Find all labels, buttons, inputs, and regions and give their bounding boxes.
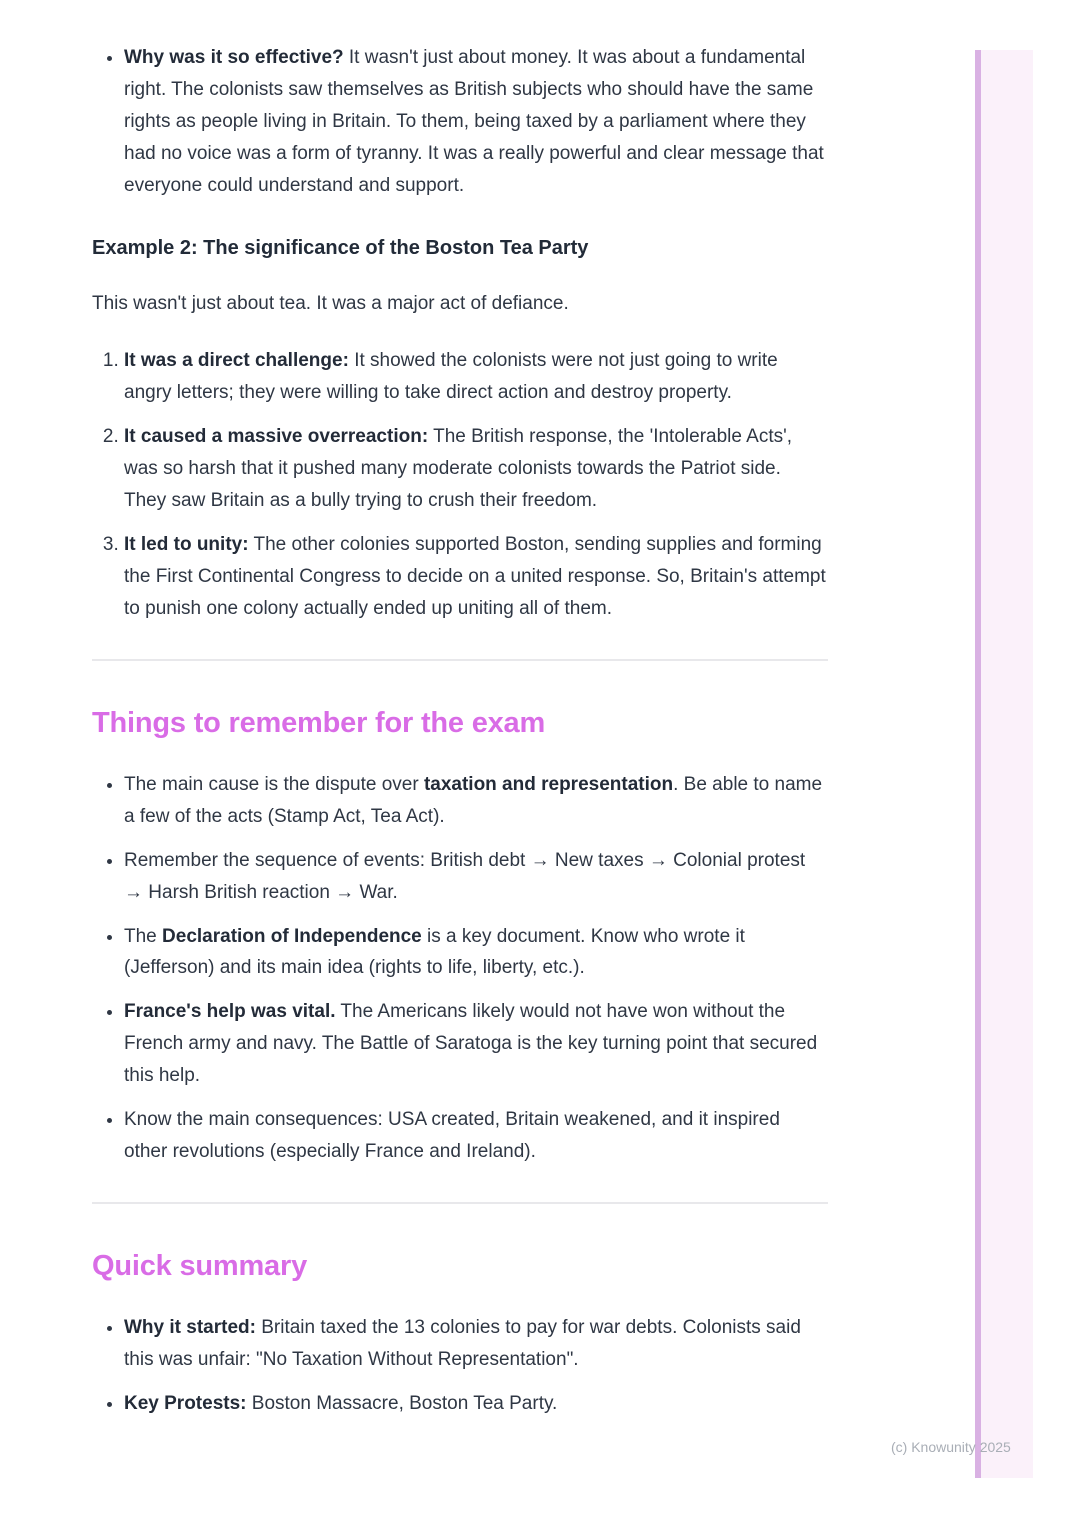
list-item-lead: It caused a massive overreaction: [124, 426, 429, 448]
list-item-lead: Why it started: [124, 1317, 256, 1339]
effectiveness-bullet-list [92, 42, 828, 202]
list-item [124, 1312, 828, 1376]
list-item-text: Britain taxed the 13 colonies to pay for war debts. Colonists said this was unfair: "No Taxation Without Representation". [124, 1317, 801, 1371]
list-item-text: . Be able to name a few of the acts (Stamp Act, Tea Act). [124, 773, 823, 827]
list-item-lead: It led to unity: [124, 533, 249, 555]
list-item-text: Remember the sequence of events: British debt → New taxes → Colonial protest → Harsh British reaction → War. [124, 849, 806, 903]
example2-heading: Example 2: The significance of the Boston Tea Party [92, 236, 589, 259]
list-item-text: It showed the colonists were not just going to write angry letters; they were willing to take direct action and destroy property. [124, 350, 778, 404]
list-item [124, 529, 828, 625]
list-item-text: Boston Massacre, Boston Tea Party. [246, 1392, 558, 1414]
list-item-text: The British response, the 'Intolerable Acts', was so harsh that it pushed many moderate colonists towards the Patriot side. They saw Britain as a bully trying to crush their freedom. [124, 426, 793, 512]
list-item [124, 1104, 828, 1168]
list-item-text: The other colonies supported Boston, sending supplies and forming the First Continental Congress to decide on a united response. So, Britain's attempt to punish one colony actually ended up uniting all of them. [124, 533, 826, 619]
list-item-lead: Key Protests: [124, 1392, 247, 1414]
page-accent-bar [975, 50, 1033, 1478]
list-item-text: is a key document. Know who wrote it (Jefferson) and its main idea (rights to life, liberty, etc.). [124, 925, 745, 979]
list-item-text: The main cause is the dispute over [124, 773, 424, 795]
list-item-text: The [124, 925, 163, 947]
list-item [124, 421, 828, 517]
list-item-text: Know the main consequences: USA created, Britain weakened, and it inspired other revolutions (especially France and Ireland). [124, 1109, 780, 1162]
copyright-watermark: (c) Knowunity 2025 [891, 1439, 1011, 1455]
list-item-lead: It was a direct challenge: [124, 350, 349, 372]
list-item [124, 996, 828, 1092]
example2-numbered-list [92, 345, 828, 624]
list-item-text: It wasn't just about money. It was about a fundamental right. The colonists saw themselves as British subjects who should have the same rights as people living in Britain. To them, being taxed by a parliament where they had no voice was a form of tyranny. It was a really powerful and clear message that everyone could understand and support. [124, 47, 824, 196]
exam-section-heading: Things to remember for the exam [92, 706, 546, 739]
summary-section-heading: Quick summary [92, 1249, 307, 1282]
section-divider [92, 1202, 828, 1204]
section-divider [92, 659, 828, 661]
list-item [124, 845, 828, 909]
document-content [92, 42, 828, 1420]
summary-bullet-list [92, 1312, 828, 1420]
list-item-emphasis: Declaration of Independence [162, 925, 422, 947]
list-item [124, 769, 828, 833]
list-item [124, 42, 828, 202]
list-item [124, 921, 828, 985]
list-item-text: The Americans likely would not have won without the French army and navy. The Battle of Saratoga is the key turning point that secured this help. [124, 1001, 818, 1087]
list-item [124, 345, 828, 409]
exam-bullet-list [92, 769, 828, 1168]
list-item [124, 1388, 828, 1420]
list-item-emphasis: taxation and representation [423, 773, 674, 795]
list-item-lead: Why was it so effective? [124, 47, 344, 68]
list-item-emphasis: France's help was vital. [124, 1001, 336, 1023]
example2-intro: This wasn't just about tea. It was a major act of defiance. [92, 292, 569, 314]
